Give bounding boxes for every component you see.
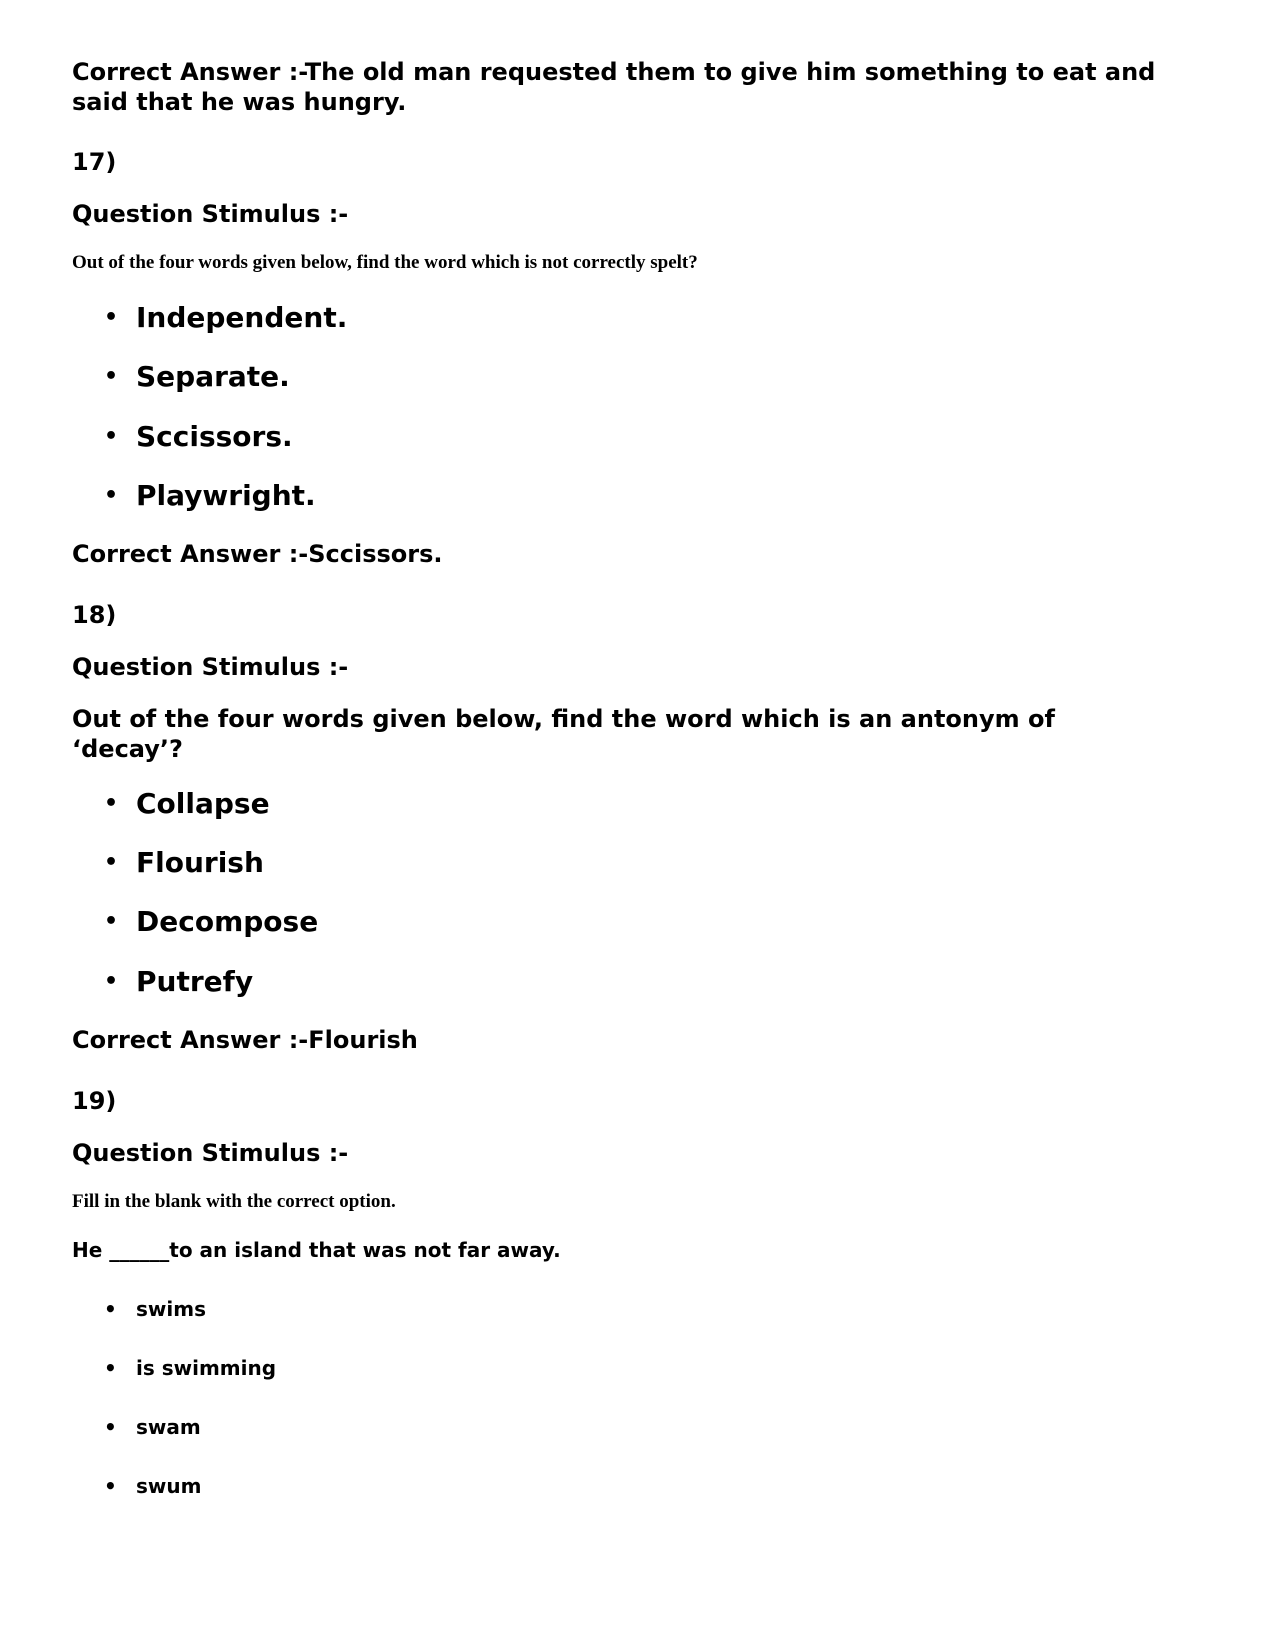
option-label: Separate. — [136, 360, 290, 393]
bullet-icon: • — [104, 969, 119, 994]
option-label: Sccissors. — [136, 420, 293, 453]
bullet-icon: • — [104, 424, 119, 449]
question-text: Out of the four words given below, find the word which is not correctly spelt? — [72, 252, 698, 273]
bullet-icon: • — [104, 364, 119, 389]
bullet-icon: • — [104, 1356, 117, 1380]
bullet-icon: • — [104, 909, 119, 934]
option-label: Flourish — [136, 846, 264, 879]
option-item — [104, 1473, 201, 1499]
previous-correct-answer: Correct Answer :-The old man requested them to give him something to eat and said that he was hungry. — [72, 58, 1156, 116]
option-item — [104, 1296, 206, 1322]
option-item — [104, 479, 316, 513]
bullet-icon: • — [104, 850, 119, 875]
option-label: Decompose — [136, 905, 319, 938]
bullet-icon: • — [104, 483, 119, 508]
option-item — [104, 787, 270, 821]
option-item — [104, 1355, 276, 1381]
bullet-icon: • — [104, 791, 119, 816]
option-label: Collapse — [136, 787, 270, 820]
option-item — [104, 1414, 201, 1440]
correct-answer: Correct Answer :-Flourish — [72, 1026, 418, 1054]
question-number: 17) — [72, 148, 117, 176]
option-item — [104, 905, 318, 939]
option-label: is swimming — [136, 1356, 277, 1380]
question-number: 18) — [72, 601, 117, 629]
option-label: swam — [136, 1415, 201, 1439]
option-item — [104, 360, 290, 394]
option-item — [104, 420, 293, 454]
option-item — [104, 846, 264, 880]
question-number: 19) — [72, 1087, 117, 1115]
bullet-icon: • — [104, 1297, 117, 1321]
option-label: swims — [136, 1297, 206, 1321]
option-label: Playwright. — [136, 479, 316, 512]
bullet-icon: • — [104, 1415, 117, 1439]
bullet-icon: • — [104, 1474, 117, 1498]
correct-answer: Correct Answer :-Sccissors. — [72, 540, 443, 568]
option-item — [104, 965, 253, 999]
option-label: Independent. — [136, 301, 348, 334]
bullet-icon: • — [104, 305, 119, 330]
question-stimulus-label: Question Stimulus :- — [72, 653, 349, 681]
question-sentence: He ______to an island that was not far away. — [72, 1238, 561, 1262]
question-text: Fill in the blank with the correct option. — [72, 1191, 396, 1212]
option-label: swum — [136, 1474, 202, 1498]
option-label: Putrefy — [136, 965, 254, 998]
question-text: Out of the four words given below, find the word which is an antonym of ‘decay’? — [72, 705, 1055, 763]
question-stimulus-label: Question Stimulus :- — [72, 1139, 349, 1167]
question-stimulus-label: Question Stimulus :- — [72, 200, 349, 228]
option-item — [104, 301, 347, 335]
